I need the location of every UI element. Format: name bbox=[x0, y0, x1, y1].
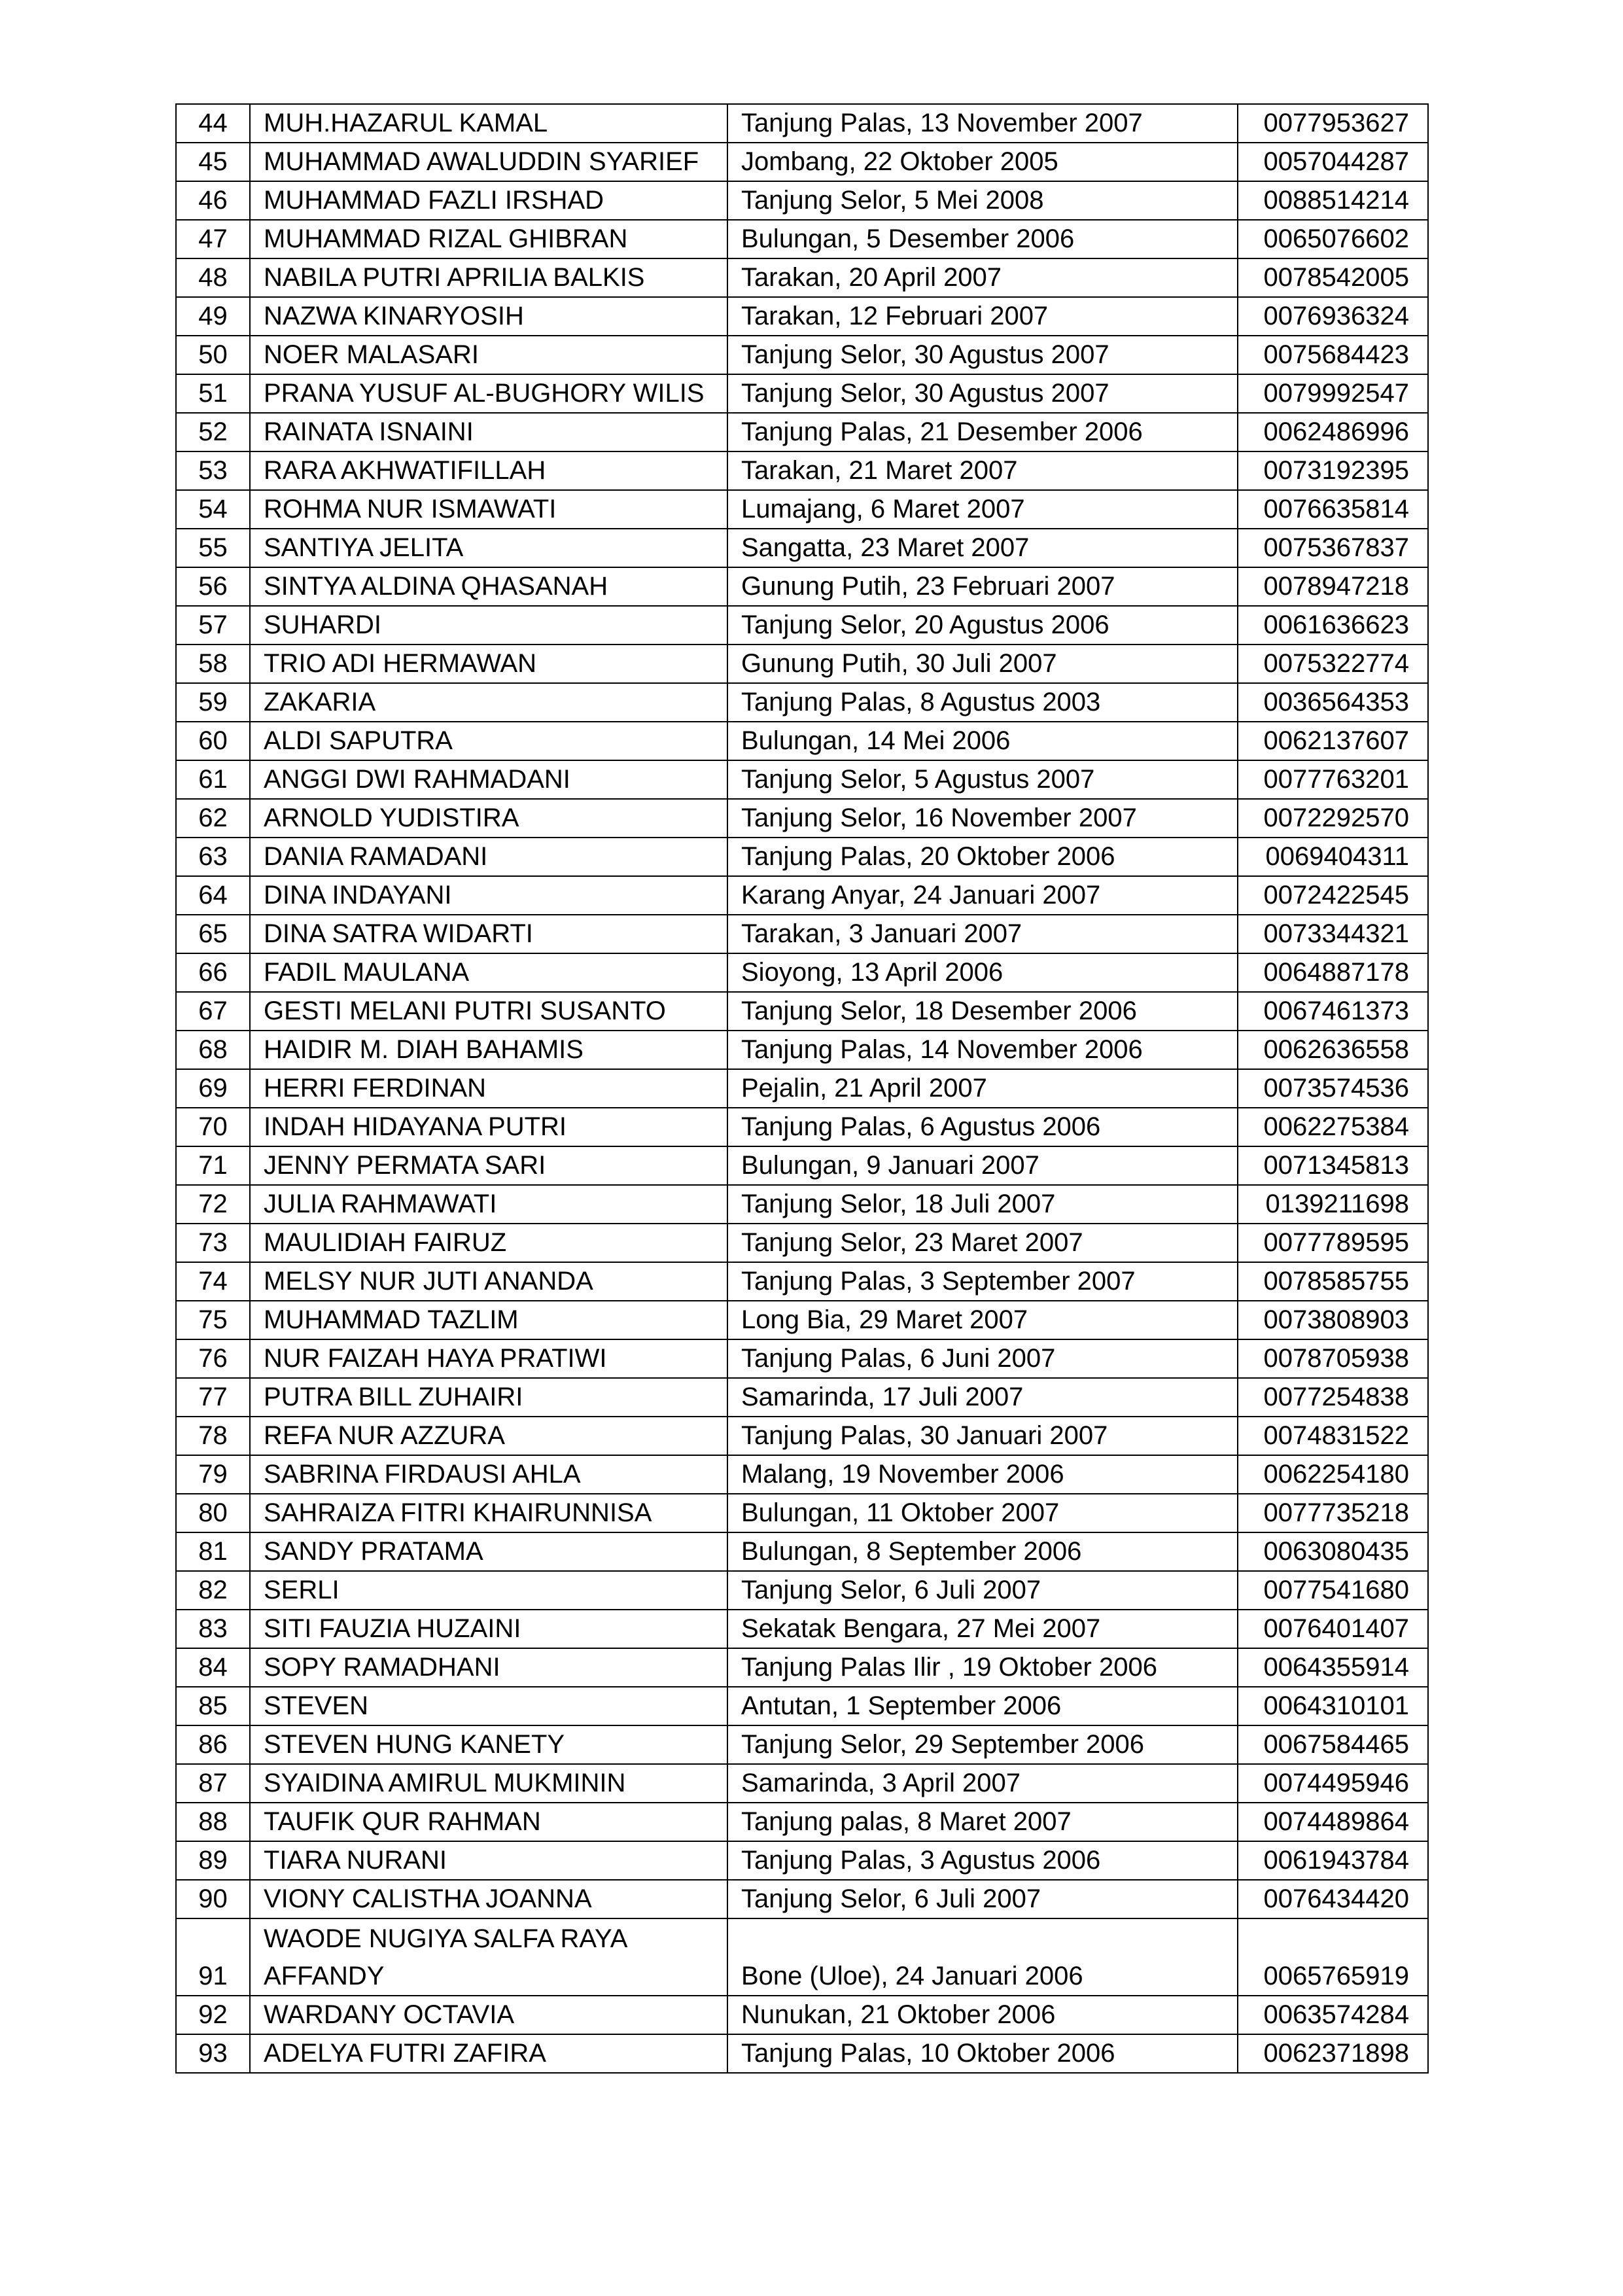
birth-place-date-cell: Tanjung Palas, 6 Agustus 2006 bbox=[727, 1108, 1238, 1146]
table-row bbox=[176, 490, 1428, 529]
table-row bbox=[176, 1494, 1428, 1532]
student-name-cell: SERLI bbox=[250, 1571, 727, 1610]
student-name-cell: ROHMA NUR ISMAWATI bbox=[250, 490, 727, 529]
student-name-cell: NUR FAIZAH HAYA PRATIWI bbox=[250, 1339, 727, 1378]
row-number-cell: 68 bbox=[176, 1031, 250, 1069]
birth-place-date-cell: Tanjung Palas, 6 Juni 2007 bbox=[727, 1339, 1238, 1378]
student-name-cell: MUHAMMAD FAZLI IRSHAD bbox=[250, 181, 727, 220]
nisn-cell: 0073808903 bbox=[1238, 1301, 1428, 1339]
student-name-cell: HERRI FERDINAN bbox=[250, 1069, 727, 1108]
birth-place-date-cell: Tanjung Palas, 3 Agustus 2006 bbox=[727, 1841, 1238, 1880]
birth-place-date-cell: Tanjung Selor, 30 Agustus 2007 bbox=[727, 336, 1238, 374]
student-name-cell: STEVEN bbox=[250, 1687, 727, 1725]
student-name-cell: VIONY CALISTHA JOANNA bbox=[250, 1880, 727, 1918]
student-name-cell: NABILA PUTRI APRILIA BALKIS bbox=[250, 258, 727, 297]
row-number-cell: 72 bbox=[176, 1185, 250, 1224]
birth-place-date-cell: Tanjung Selor, 6 Juli 2007 bbox=[727, 1880, 1238, 1918]
student-table-body bbox=[176, 104, 1428, 2073]
row-number-cell: 46 bbox=[176, 181, 250, 220]
nisn-cell: 0078585755 bbox=[1238, 1262, 1428, 1301]
birth-place-date-cell: Tanjung Palas, 3 September 2007 bbox=[727, 1262, 1238, 1301]
student-name-cell: SABRINA FIRDAUSI AHLA bbox=[250, 1455, 727, 1494]
student-name-cell: SYAIDINA AMIRUL MUKMININ bbox=[250, 1764, 727, 1803]
nisn-cell: 0057044287 bbox=[1238, 143, 1428, 181]
row-number-cell: 44 bbox=[176, 104, 250, 143]
table-row bbox=[176, 1610, 1428, 1648]
table-row bbox=[176, 258, 1428, 297]
row-number-cell: 76 bbox=[176, 1339, 250, 1378]
row-number-cell: 87 bbox=[176, 1764, 250, 1803]
nisn-cell: 0078542005 bbox=[1238, 258, 1428, 297]
table-row bbox=[176, 1262, 1428, 1301]
student-name-cell: MUHAMMAD AWALUDDIN SYARIEF bbox=[250, 143, 727, 181]
student-name-cell: SUHARDI bbox=[250, 606, 727, 645]
row-number-cell: 49 bbox=[176, 297, 250, 336]
birth-place-date-cell: Tanjung Selor, 16 November 2007 bbox=[727, 799, 1238, 838]
row-number-cell: 59 bbox=[176, 683, 250, 722]
student-name-cell: DINA SATRA WIDARTI bbox=[250, 915, 727, 953]
table-row bbox=[176, 1532, 1428, 1571]
row-number-cell: 47 bbox=[176, 220, 250, 258]
nisn-cell: 0077763201 bbox=[1238, 760, 1428, 799]
table-row bbox=[176, 953, 1428, 992]
nisn-cell: 0064355914 bbox=[1238, 1648, 1428, 1687]
row-number-cell: 55 bbox=[176, 529, 250, 567]
nisn-cell: 0078705938 bbox=[1238, 1339, 1428, 1378]
student-name-cell: PUTRA BILL ZUHAIRI bbox=[250, 1378, 727, 1417]
nisn-cell: 0074495946 bbox=[1238, 1764, 1428, 1803]
nisn-cell: 0073344321 bbox=[1238, 915, 1428, 953]
birth-place-date-cell: Bulungan, 5 Desember 2006 bbox=[727, 220, 1238, 258]
table-row bbox=[176, 799, 1428, 838]
nisn-cell: 0078947218 bbox=[1238, 567, 1428, 606]
table-row bbox=[176, 1185, 1428, 1224]
birth-place-date-cell: Sioyong, 13 April 2006 bbox=[727, 953, 1238, 992]
row-number-cell: 91 bbox=[176, 1918, 250, 1996]
birth-place-date-cell: Samarinda, 17 Juli 2007 bbox=[727, 1378, 1238, 1417]
student-name-cell: FADIL MAULANA bbox=[250, 953, 727, 992]
row-number-cell: 88 bbox=[176, 1803, 250, 1841]
row-number-cell: 57 bbox=[176, 606, 250, 645]
birth-place-date-cell: Tanjung Selor, 5 Agustus 2007 bbox=[727, 760, 1238, 799]
nisn-cell: 0062486996 bbox=[1238, 413, 1428, 451]
row-number-cell: 50 bbox=[176, 336, 250, 374]
birth-place-date-cell: Tarakan, 3 Januari 2007 bbox=[727, 915, 1238, 953]
table-row bbox=[176, 1803, 1428, 1841]
student-name-cell: MUHAMMAD RIZAL GHIBRAN bbox=[250, 220, 727, 258]
birth-place-date-cell: Tanjung Palas, 21 Desember 2006 bbox=[727, 413, 1238, 451]
nisn-cell: 0067584465 bbox=[1238, 1725, 1428, 1764]
birth-place-date-cell: Bulungan, 11 Oktober 2007 bbox=[727, 1494, 1238, 1532]
student-name-cell: MAULIDIAH FAIRUZ bbox=[250, 1224, 727, 1262]
table-row bbox=[176, 2034, 1428, 2073]
birth-place-date-cell: Bulungan, 9 Januari 2007 bbox=[727, 1146, 1238, 1185]
table-row bbox=[176, 606, 1428, 645]
table-row bbox=[176, 1146, 1428, 1185]
student-name-cell: NAZWA KINARYOSIH bbox=[250, 297, 727, 336]
table-row bbox=[176, 760, 1428, 799]
table-row bbox=[176, 915, 1428, 953]
row-number-cell: 73 bbox=[176, 1224, 250, 1262]
nisn-cell: 0074831522 bbox=[1238, 1417, 1428, 1455]
table-row bbox=[176, 1725, 1428, 1764]
row-number-cell: 62 bbox=[176, 799, 250, 838]
student-name-cell: INDAH HIDAYANA PUTRI bbox=[250, 1108, 727, 1146]
nisn-cell: 0062371898 bbox=[1238, 2034, 1428, 2073]
nisn-cell: 0071345813 bbox=[1238, 1146, 1428, 1185]
table-row bbox=[176, 181, 1428, 220]
nisn-cell: 0076401407 bbox=[1238, 1610, 1428, 1648]
table-row bbox=[176, 992, 1428, 1031]
table-row bbox=[176, 529, 1428, 567]
birth-place-date-cell: Sangatta, 23 Maret 2007 bbox=[727, 529, 1238, 567]
birth-place-date-cell: Tanjung Selor, 20 Agustus 2006 bbox=[727, 606, 1238, 645]
row-number-cell: 78 bbox=[176, 1417, 250, 1455]
student-name-cell: TRIO ADI HERMAWAN bbox=[250, 645, 727, 683]
birth-place-date-cell: Bulungan, 14 Mei 2006 bbox=[727, 722, 1238, 760]
nisn-cell: 0075322774 bbox=[1238, 645, 1428, 683]
row-number-cell: 85 bbox=[176, 1687, 250, 1725]
row-number-cell: 92 bbox=[176, 1996, 250, 2034]
row-number-cell: 54 bbox=[176, 490, 250, 529]
student-name-cell: TAUFIK QUR RAHMAN bbox=[250, 1803, 727, 1841]
birth-place-date-cell: Malang, 19 November 2006 bbox=[727, 1455, 1238, 1494]
birth-place-date-cell: Tarakan, 12 Februari 2007 bbox=[727, 297, 1238, 336]
student-name-cell: DINA INDAYANI bbox=[250, 876, 727, 915]
table-row bbox=[176, 374, 1428, 413]
row-number-cell: 65 bbox=[176, 915, 250, 953]
nisn-cell: 0077789595 bbox=[1238, 1224, 1428, 1262]
table-row bbox=[176, 220, 1428, 258]
student-name-cell: MELSY NUR JUTI ANANDA bbox=[250, 1262, 727, 1301]
row-number-cell: 56 bbox=[176, 567, 250, 606]
student-name-cell: PRANA YUSUF AL-BUGHORY WILIS bbox=[250, 374, 727, 413]
table-row bbox=[176, 297, 1428, 336]
table-row bbox=[176, 1918, 1428, 1996]
row-number-cell: 86 bbox=[176, 1725, 250, 1764]
student-name-cell: SOPY RAMADHANI bbox=[250, 1648, 727, 1687]
row-number-cell: 90 bbox=[176, 1880, 250, 1918]
nisn-cell: 0063080435 bbox=[1238, 1532, 1428, 1571]
student-table bbox=[175, 103, 1429, 2074]
birth-place-date-cell: Tanjung Selor, 5 Mei 2008 bbox=[727, 181, 1238, 220]
table-row bbox=[176, 1378, 1428, 1417]
student-name-cell: SAHRAIZA FITRI KHAIRUNNISA bbox=[250, 1494, 727, 1532]
table-row bbox=[176, 1880, 1428, 1918]
nisn-cell: 0076936324 bbox=[1238, 297, 1428, 336]
birth-place-date-cell: Samarinda, 3 April 2007 bbox=[727, 1764, 1238, 1803]
row-number-cell: 82 bbox=[176, 1571, 250, 1610]
birth-place-date-cell: Tarakan, 21 Maret 2007 bbox=[727, 451, 1238, 490]
student-name-cell: MUHAMMAD TAZLIM bbox=[250, 1301, 727, 1339]
table-row bbox=[176, 645, 1428, 683]
student-name-cell: ZAKARIA bbox=[250, 683, 727, 722]
student-name-cell: SANDY PRATAMA bbox=[250, 1532, 727, 1571]
student-name-cell: WARDANY OCTAVIA bbox=[250, 1996, 727, 2034]
row-number-cell: 70 bbox=[176, 1108, 250, 1146]
table-row bbox=[176, 1764, 1428, 1803]
table-row bbox=[176, 1841, 1428, 1880]
table-row bbox=[176, 336, 1428, 374]
birth-place-date-cell: Gunung Putih, 30 Juli 2007 bbox=[727, 645, 1238, 683]
row-number-cell: 58 bbox=[176, 645, 250, 683]
student-name-cell: SITI FAUZIA HUZAINI bbox=[250, 1610, 727, 1648]
table-row bbox=[176, 1108, 1428, 1146]
row-number-cell: 89 bbox=[176, 1841, 250, 1880]
table-row bbox=[176, 104, 1428, 143]
nisn-cell: 0076635814 bbox=[1238, 490, 1428, 529]
birth-place-date-cell: Tanjung Selor, 6 Juli 2007 bbox=[727, 1571, 1238, 1610]
table-row bbox=[176, 451, 1428, 490]
nisn-cell: 0077735218 bbox=[1238, 1494, 1428, 1532]
row-number-cell: 61 bbox=[176, 760, 250, 799]
birth-place-date-cell: Tarakan, 20 April 2007 bbox=[727, 258, 1238, 297]
nisn-cell: 0063574284 bbox=[1238, 1996, 1428, 2034]
student-name-cell: ANGGI DWI RAHMADANI bbox=[250, 760, 727, 799]
row-number-cell: 84 bbox=[176, 1648, 250, 1687]
student-name-cell: TIARA NURANI bbox=[250, 1841, 727, 1880]
table-row bbox=[176, 1339, 1428, 1378]
birth-place-date-cell: Tanjung Palas Ilir , 19 Oktober 2006 bbox=[727, 1648, 1238, 1687]
table-row bbox=[176, 143, 1428, 181]
row-number-cell: 81 bbox=[176, 1532, 250, 1571]
table-row bbox=[176, 1224, 1428, 1262]
nisn-cell: 0067461373 bbox=[1238, 992, 1428, 1031]
student-name-cell: STEVEN HUNG KANETY bbox=[250, 1725, 727, 1764]
birth-place-date-cell: Tanjung palas, 8 Maret 2007 bbox=[727, 1803, 1238, 1841]
row-number-cell: 93 bbox=[176, 2034, 250, 2073]
birth-place-date-cell: Tanjung Palas, 13 November 2007 bbox=[727, 104, 1238, 143]
row-number-cell: 66 bbox=[176, 953, 250, 992]
student-name-cell: WAODE NUGIYA SALFA RAYA AFFANDY bbox=[250, 1918, 727, 1996]
row-number-cell: 67 bbox=[176, 992, 250, 1031]
table-row bbox=[176, 1571, 1428, 1610]
table-row bbox=[176, 838, 1428, 876]
row-number-cell: 53 bbox=[176, 451, 250, 490]
table-row bbox=[176, 1648, 1428, 1687]
student-name-cell: NOER MALASARI bbox=[250, 336, 727, 374]
nisn-cell: 0062254180 bbox=[1238, 1455, 1428, 1494]
student-name-cell: HAIDIR M. DIAH BAHAMIS bbox=[250, 1031, 727, 1069]
student-name-cell: ARNOLD YUDISTIRA bbox=[250, 799, 727, 838]
birth-place-date-cell: Tanjung Selor, 23 Maret 2007 bbox=[727, 1224, 1238, 1262]
student-name-cell: ADELYA FUTRI ZAFIRA bbox=[250, 2034, 727, 2073]
row-number-cell: 45 bbox=[176, 143, 250, 181]
birth-place-date-cell: Lumajang, 6 Maret 2007 bbox=[727, 490, 1238, 529]
row-number-cell: 77 bbox=[176, 1378, 250, 1417]
table-row bbox=[176, 1301, 1428, 1339]
nisn-cell: 0072422545 bbox=[1238, 876, 1428, 915]
birth-place-date-cell: Karang Anyar, 24 Januari 2007 bbox=[727, 876, 1238, 915]
birth-place-date-cell: Bone (Uloe), 24 Januari 2006 bbox=[727, 1918, 1238, 1996]
birth-place-date-cell: Tanjung Palas, 30 Januari 2007 bbox=[727, 1417, 1238, 1455]
row-number-cell: 75 bbox=[176, 1301, 250, 1339]
birth-place-date-cell: Tanjung Selor, 29 September 2006 bbox=[727, 1725, 1238, 1764]
row-number-cell: 63 bbox=[176, 838, 250, 876]
table-row bbox=[176, 1417, 1428, 1455]
table-row bbox=[176, 1031, 1428, 1069]
birth-place-date-cell: Tanjung Selor, 30 Agustus 2007 bbox=[727, 374, 1238, 413]
birth-place-date-cell: Tanjung Palas, 14 November 2006 bbox=[727, 1031, 1238, 1069]
student-name-cell: RAINATA ISNAINI bbox=[250, 413, 727, 451]
nisn-cell: 0065076602 bbox=[1238, 220, 1428, 258]
student-name-cell: JULIA RAHMAWATI bbox=[250, 1185, 727, 1224]
student-name-cell: JENNY PERMATA SARI bbox=[250, 1146, 727, 1185]
nisn-cell: 0139211698 bbox=[1238, 1185, 1428, 1224]
birth-place-date-cell: Tanjung Palas, 8 Agustus 2003 bbox=[727, 683, 1238, 722]
nisn-cell: 0077254838 bbox=[1238, 1378, 1428, 1417]
student-name-cell: RARA AKHWATIFILLAH bbox=[250, 451, 727, 490]
birth-place-date-cell: Jombang, 22 Oktober 2005 bbox=[727, 143, 1238, 181]
row-number-cell: 83 bbox=[176, 1610, 250, 1648]
birth-place-date-cell: Tanjung Palas, 20 Oktober 2006 bbox=[727, 838, 1238, 876]
birth-place-date-cell: Antutan, 1 September 2006 bbox=[727, 1687, 1238, 1725]
student-name-cell: REFA NUR AZZURA bbox=[250, 1417, 727, 1455]
table-row bbox=[176, 1069, 1428, 1108]
table-row bbox=[176, 1455, 1428, 1494]
student-name-cell: SINTYA ALDINA QHASANAH bbox=[250, 567, 727, 606]
nisn-cell: 0076434420 bbox=[1238, 1880, 1428, 1918]
nisn-cell: 0072292570 bbox=[1238, 799, 1428, 838]
nisn-cell: 0074489864 bbox=[1238, 1803, 1428, 1841]
row-number-cell: 48 bbox=[176, 258, 250, 297]
student-name-cell: SANTIYA JELITA bbox=[250, 529, 727, 567]
student-name-cell: GESTI MELANI PUTRI SUSANTO bbox=[250, 992, 727, 1031]
row-number-cell: 64 bbox=[176, 876, 250, 915]
row-number-cell: 74 bbox=[176, 1262, 250, 1301]
student-name-cell: MUH.HAZARUL KAMAL bbox=[250, 104, 727, 143]
nisn-cell: 0079992547 bbox=[1238, 374, 1428, 413]
birth-place-date-cell: Pejalin, 21 April 2007 bbox=[727, 1069, 1238, 1108]
row-number-cell: 60 bbox=[176, 722, 250, 760]
nisn-cell: 0073574536 bbox=[1238, 1069, 1428, 1108]
row-number-cell: 80 bbox=[176, 1494, 250, 1532]
birth-place-date-cell: Sekatak Bengara, 27 Mei 2007 bbox=[727, 1610, 1238, 1648]
table-row bbox=[176, 413, 1428, 451]
table-row bbox=[176, 1687, 1428, 1725]
nisn-cell: 0062137607 bbox=[1238, 722, 1428, 760]
nisn-cell: 0075367837 bbox=[1238, 529, 1428, 567]
table-row bbox=[176, 722, 1428, 760]
nisn-cell: 0061636623 bbox=[1238, 606, 1428, 645]
table-row bbox=[176, 876, 1428, 915]
row-number-cell: 71 bbox=[176, 1146, 250, 1185]
birth-place-date-cell: Gunung Putih, 23 Februari 2007 bbox=[727, 567, 1238, 606]
nisn-cell: 0064310101 bbox=[1238, 1687, 1428, 1725]
nisn-cell: 0062275384 bbox=[1238, 1108, 1428, 1146]
nisn-cell: 0069404311 bbox=[1238, 838, 1428, 876]
table-row bbox=[176, 683, 1428, 722]
nisn-cell: 0036564353 bbox=[1238, 683, 1428, 722]
nisn-cell: 0077953627 bbox=[1238, 104, 1428, 143]
row-number-cell: 69 bbox=[176, 1069, 250, 1108]
nisn-cell: 0077541680 bbox=[1238, 1571, 1428, 1610]
table-row bbox=[176, 567, 1428, 606]
nisn-cell: 0061943784 bbox=[1238, 1841, 1428, 1880]
nisn-cell: 0075684423 bbox=[1238, 336, 1428, 374]
birth-place-date-cell: Long Bia, 29 Maret 2007 bbox=[727, 1301, 1238, 1339]
row-number-cell: 52 bbox=[176, 413, 250, 451]
birth-place-date-cell: Tanjung Palas, 10 Oktober 2006 bbox=[727, 2034, 1238, 2073]
row-number-cell: 51 bbox=[176, 374, 250, 413]
birth-place-date-cell: Nunukan, 21 Oktober 2006 bbox=[727, 1996, 1238, 2034]
birth-place-date-cell: Bulungan, 8 September 2006 bbox=[727, 1532, 1238, 1571]
nisn-cell: 0065765919 bbox=[1238, 1918, 1428, 1996]
student-name-cell: DANIA RAMADANI bbox=[250, 838, 727, 876]
table-row bbox=[176, 1996, 1428, 2034]
nisn-cell: 0073192395 bbox=[1238, 451, 1428, 490]
nisn-cell: 0062636558 bbox=[1238, 1031, 1428, 1069]
student-name-cell: ALDI SAPUTRA bbox=[250, 722, 727, 760]
birth-place-date-cell: Tanjung Selor, 18 Juli 2007 bbox=[727, 1185, 1238, 1224]
birth-place-date-cell: Tanjung Selor, 18 Desember 2006 bbox=[727, 992, 1238, 1031]
row-number-cell: 79 bbox=[176, 1455, 250, 1494]
nisn-cell: 0064887178 bbox=[1238, 953, 1428, 992]
nisn-cell: 0088514214 bbox=[1238, 181, 1428, 220]
